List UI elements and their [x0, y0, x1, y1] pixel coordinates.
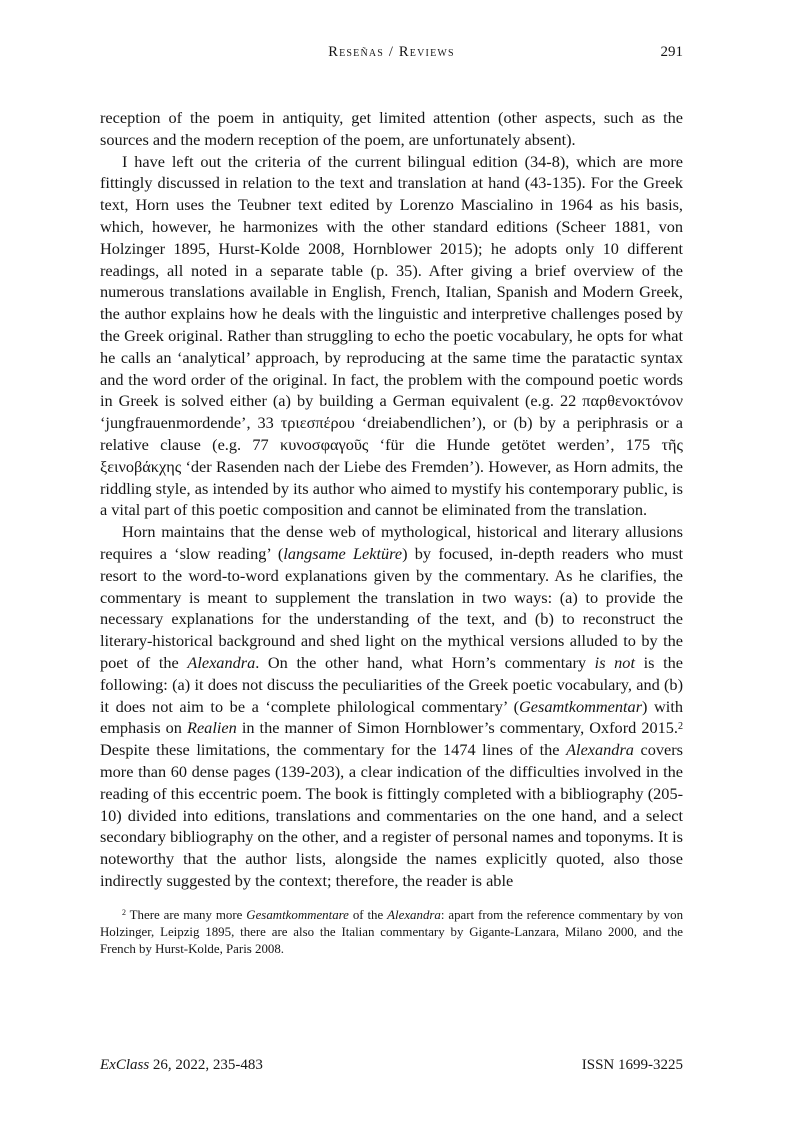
text-run: langsame Lektüre — [283, 543, 403, 563]
text-run: ) with emphasis on — [100, 696, 683, 738]
paragraph-edition-criteria — [100, 151, 683, 522]
footnote-marker: 2 — [677, 721, 684, 733]
text-run: 26, 2022, 235-483 — [149, 1057, 263, 1073]
review-body — [100, 107, 683, 892]
page-number: 291 — [660, 44, 683, 60]
text-run: Gesamtkommentar — [519, 696, 643, 716]
text-run: of the — [348, 907, 388, 922]
text-run: Alexandra — [566, 740, 634, 760]
text-run: ExClass — [100, 1057, 150, 1073]
text-run: is not — [594, 652, 635, 672]
text-run: reception of the poem in antiquity, get limited attention (other aspects, such as the sources and the modern reception of the poem, are unfortunately absent). — [100, 108, 683, 149]
text-run: ) by focused, in-depth readers who must resort to the word-to-word explanations given by the commentary. As he clarifies, the commentary is meant to supplement the translation in two ways: (a) to provide the necessary explanations for the understanding of the text, and (b) to reconstruct the literary-historical background and shed light on the mythical versions alluded to by the poet of the — [100, 543, 683, 672]
issn: ISSN 1699-3225 — [581, 1057, 683, 1073]
page-header — [100, 44, 683, 62]
text-run: covers more than 60 dense pages (139-203), a clear indication of the difficulties involved in the reading of this eccentric poem. The book is fittingly completed with a bibliography (205-10) divided into editions, translations and commentaries on the one hand, and a select secondary bibliography on the other, and a register of personal names and toponyms. It is noteworthy that the author lists, alongside the names explicitly quoted, also those indirectly suggested by the context; therefore, the reader is able — [100, 740, 684, 890]
page-content — [100, 0, 683, 958]
text-run: Despite these limitations, the commentary for the 1474 lines of the — [100, 740, 567, 760]
text-run: in the manner of Simon Hornblower’s commentary, Oxford 2015. — [236, 718, 678, 738]
text-run: Realien — [187, 718, 237, 738]
text-run: is the following: (a) it does not discuss the peculiarities of the Greek poetic vocabulary, and (b) it does not aim to be a ‘complete philological commentary’ ( — [100, 652, 684, 716]
text-run: I have left out the criteria of the current bilingual edition (34-8), which are more fittingly discussed in relation to the text and translation at hand (43-135). For the Greek text, Horn uses the Teubner text edited by Lorenzo Mascialino in 1964 as his basis, which, however, he harmonizes with the other standard editions (Scheer 1881, von Holzinger 1895, Hurst-Kolde 2008, Hornblower 2015); he adopts only 10 different readings, all noted in a separate table (p. 35). After giving a brief overview of the numerous translations available in English, French, Italian, Spanish and Modern Greek, the author explains how he deals with the linguistic and interpretive challenges posed by the Greek original. Rather than struggling to echo the poetic vocabulary, he opts for what he calls an ‘analytical’ approach, by reproducing at the same time the paratactic syntax and the word order of the original. In fact, the problem with the compound poetic words in Greek is solved either (a) by building a German equivalent (e.g. 22 παρθενοκτόνον ‘jungfrauenmordende’, 33 τριεσπέρου ‘dreiabendlichen’), or (b) by a periphrasis or a relative clause (e.g. 77 κυνοσφαγοῦς ‘für die Hunde getötet werden’, 175 τῆς ξεινοβάκχης ‘der Rasenden nach der Liebe des Fremden’). However, as Horn admits, the riddling style, as intended by its author who aimed to mystify his contemporary public, is a vital part of this poetic composition and cannot be eliminated from the translation. — [100, 151, 683, 520]
footnote-marker: 2 — [122, 908, 126, 918]
running-head: Reseñas / Reviews — [328, 44, 455, 60]
text-run: There are many more — [126, 907, 247, 922]
journal-reference — [100, 1057, 263, 1074]
text-run: : apart from the reference commentary by von Holzinger, Leipzig 1895, there are also the Italian commentary by Gigante-Lanzara, Milano 2000, and the French by Hurst-Kolde, Paris 2008. — [100, 907, 684, 957]
text-run: Horn maintains that the dense web of mythological, historical and literary allusions requires a ‘slow reading’ ( — [100, 522, 683, 563]
text-run: Alexandra — [387, 907, 441, 922]
text-run: . On the other hand, what Horn’s commentary — [255, 652, 595, 672]
footnote-2 — [100, 907, 683, 959]
page-footer — [100, 1057, 683, 1074]
text-run: Gesamtkommentare — [246, 907, 349, 922]
text-run: Alexandra — [187, 652, 256, 672]
paragraph-continuation — [100, 107, 683, 151]
footnotes-section — [100, 907, 683, 959]
paragraph-commentary — [100, 521, 683, 892]
